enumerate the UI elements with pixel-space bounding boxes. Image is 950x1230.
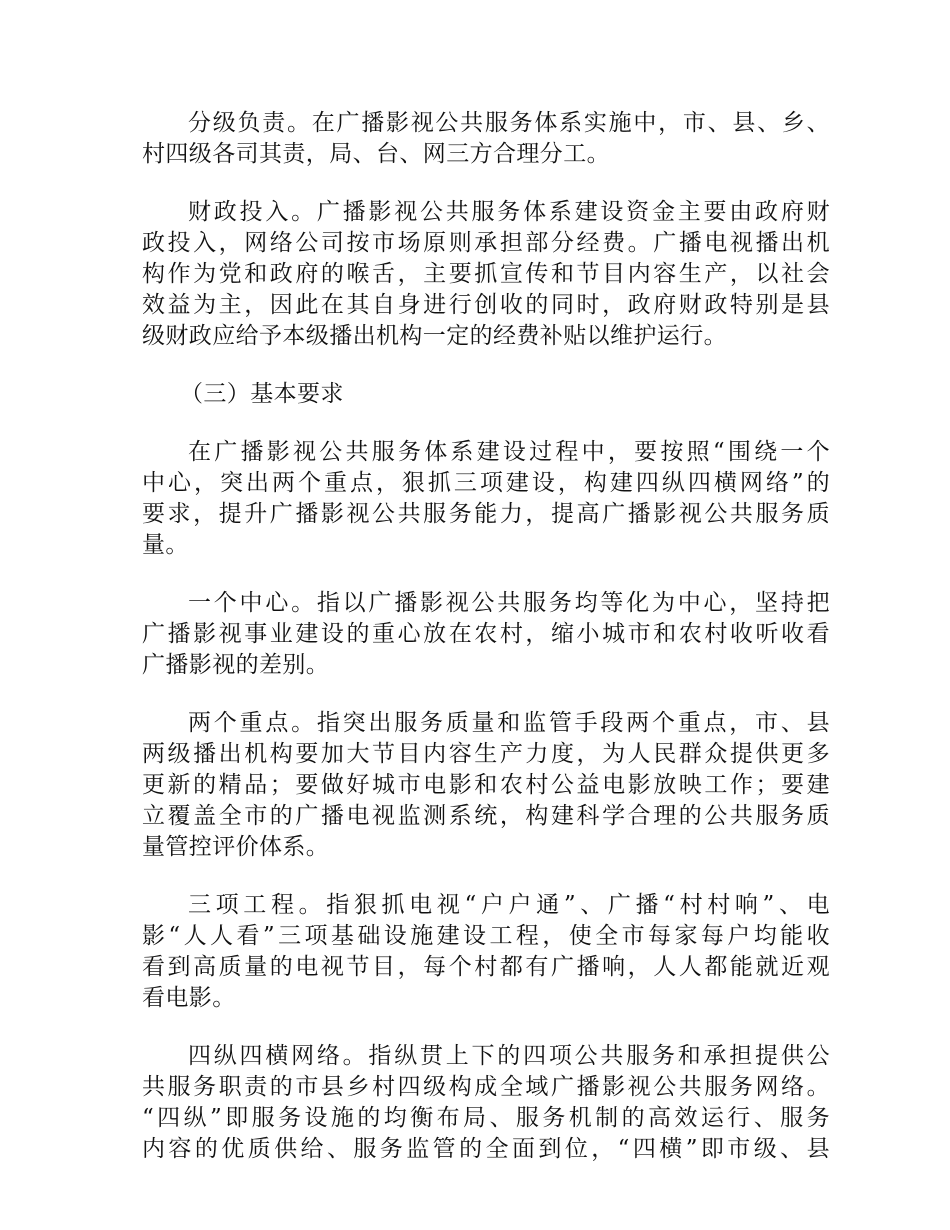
- paragraph-line: 村四级各司其责，局、台、网三方合理分工。: [142, 141, 610, 167]
- body-paragraph: [142, 108, 830, 170]
- paragraph-line: 政投入，网络公司按市场原则承担部分经费。广播电视播出机: [142, 230, 830, 256]
- paragraph-line: 两个重点。指突出服务质量和监管手段两个重点，市、县: [188, 710, 830, 736]
- paragraph-line: 内容的优质供给、服务监管的全面到位，“四横”即市级、县: [142, 1136, 830, 1162]
- paragraph-line: 量管控评价体系。: [142, 834, 330, 860]
- section-heading: （三）基本要求: [180, 381, 344, 407]
- body-paragraph: [142, 588, 830, 681]
- paragraph-line: 构作为党和政府的喉舌，主要抓宣传和节目内容生产，以社会: [142, 261, 830, 287]
- body-paragraph: [142, 437, 830, 561]
- paragraph-line: 分级负责。在广播影视公共服务体系实施中，市、县、乡、: [188, 110, 830, 136]
- paragraph-line: 三项工程。指狠抓电视“户户通”、广播“村村响”、电: [188, 892, 830, 918]
- paragraph-line: 财政投入。广播影视公共服务体系建设资金主要由政府财: [188, 199, 830, 225]
- paragraph-line: 级财政应给予本级播出机构一定的经费补贴以维护运行。: [142, 323, 727, 349]
- paragraph-line: 立覆盖全市的广播电视监测系统，构建科学合理的公共服务质: [142, 803, 830, 829]
- paragraph-line: 效益为主，因此在其自身进行创收的同时，政府财政特别是县: [142, 292, 830, 318]
- paragraph-line: “四纵”即服务设施的均衡布局、服务机制的高效运行、服务: [142, 1105, 830, 1131]
- paragraph-line: 两级播出机构要加大节目内容生产力度，为人民群众提供更多: [142, 741, 830, 767]
- paragraph-line: 共服务职责的市县乡村四级构成全域广播影视公共服务网络。: [142, 1074, 830, 1100]
- paragraph-line: 要求，提升广播影视公共服务能力，提高广播影视公共服务质: [142, 501, 830, 527]
- paragraph-line: 四纵四横网络。指纵贯上下的四项公共服务和承担提供公: [188, 1043, 830, 1069]
- body-paragraph: [142, 890, 830, 1014]
- paragraph-line: 在广播影视公共服务体系建设过程中，要按照“围绕一个: [188, 439, 830, 465]
- paragraph-line: 量。: [142, 532, 189, 558]
- body-paragraph: [142, 1041, 830, 1165]
- paragraph-line: 广播影视事业建设的重心放在农村，缩小城市和农村收听收看: [142, 621, 830, 647]
- document-page: [142, 108, 830, 1192]
- body-paragraph: [142, 197, 830, 352]
- paragraph-line: 看电影。: [142, 985, 236, 1011]
- paragraph-line: 更新的精品；要做好城市电影和农村公益电影放映工作；要建: [142, 772, 830, 798]
- body-paragraph: [142, 708, 830, 863]
- paragraph-line: 广播影视的差别。: [142, 652, 330, 678]
- paragraph-line: 看到高质量的电视节目，每个村都有广播响，人人都能就近观: [142, 954, 830, 980]
- paragraph-line: 中心，突出两个重点，狠抓三项建设，构建四纵四横网络”的: [142, 470, 830, 496]
- paragraph-line: 一个中心。指以广播影视公共服务均等化为中心，坚持把: [188, 590, 830, 616]
- paragraph-line: 影“人人看”三项基础设施建设工程，使全市每家每户均能收: [142, 923, 830, 949]
